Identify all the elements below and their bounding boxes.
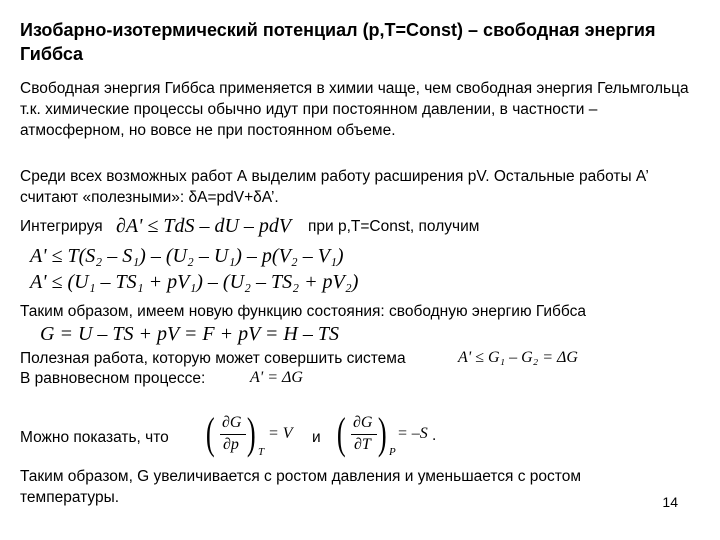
- useful-work-text: Полезная работа, которую может совершить система: [20, 350, 406, 367]
- derivative1-fraction-bar: [220, 434, 246, 435]
- derivative1-left-paren: (: [205, 409, 215, 458]
- equation-useful-work: A' ≤ G₁ – G₂ = ΔG: [458, 349, 578, 366]
- derivative1-denominator: ∂p: [223, 436, 239, 453]
- derivative2-denominator: ∂T: [354, 436, 371, 453]
- paragraph-new-function: Таким образом, имеем новую функцию состояния: свободную энергию Гиббса: [20, 303, 587, 320]
- derivative2-subscript: P: [389, 446, 396, 458]
- derivative2-rhs: = –S: [397, 425, 428, 442]
- derivative1-subscript: T: [258, 446, 265, 458]
- can-show-text: Можно показать, что: [20, 429, 169, 446]
- paragraph-conclusion: Таким образом, G увеличивается с ростом давления и уменьшается с ростом температуры.: [20, 468, 581, 506]
- equation-gibbs-definition: G = U – TS + pV = F + pV = H – TS: [40, 323, 339, 345]
- derivative2-fraction-bar: [351, 434, 377, 435]
- derivative1-right-paren: ): [246, 409, 256, 458]
- page-number: 14: [662, 494, 678, 510]
- derivative1-numerator: ∂G: [222, 414, 242, 431]
- derivative2-numerator: ∂G: [353, 414, 373, 431]
- integrating-label: Интегрируя: [20, 218, 103, 235]
- paragraph-gibbs-usage: Свободная энергия Гиббса применяется в химии чаще, чем свободная энергия Гельмгольца т.к. химические процессы обычно идут при постоянном давлении, в частности – атмосферном, но вовсе не при постоянном объеме.: [20, 80, 689, 139]
- derivative2-right-paren: ): [377, 409, 387, 458]
- derivative2-left-paren: (: [336, 409, 346, 458]
- slide-title: Изобарно-изотермический потенциал (p,T=Const) – свободная энергия Гиббса: [20, 20, 656, 64]
- and-word: и: [312, 429, 321, 446]
- equation-integrated-1: A' ≤ T(S₂ – S₁) – (U₂ – U₁) – p(V₂ – V₁): [30, 245, 344, 267]
- equation-equilibrium: A' = ΔG: [250, 369, 303, 386]
- derivative1-rhs: = V: [268, 425, 293, 442]
- derivative2-period: .: [432, 427, 437, 444]
- equation-differential: ∂A' ≤ TdS – dU – pdV: [116, 215, 292, 237]
- paragraph-work-types: Среди всех возможных работ А выделим работу расширения pV. Остальные работы А’ считают «полезными»: δA=pdV+δA’.: [20, 168, 649, 206]
- equilibrium-text: В равновесном процессе:: [20, 370, 206, 387]
- equation-integrated-2: A' ≤ (U₁ – TS₁ + pV₁) – (U₂ – TS₂ + pV₂): [30, 271, 359, 293]
- integrating-condition: при p,T=Const, получим: [308, 218, 480, 235]
